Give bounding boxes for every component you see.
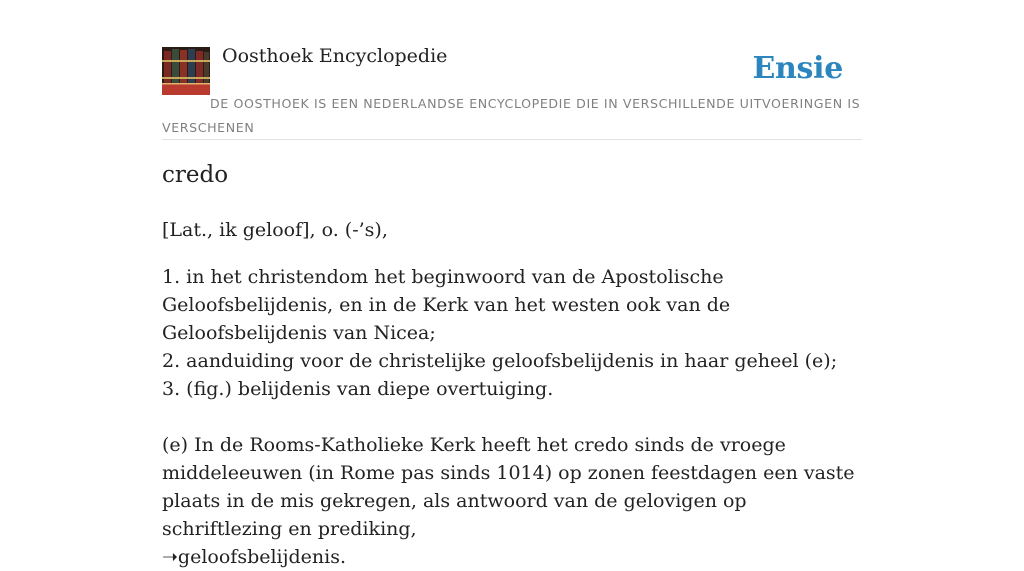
paragraph-gap	[162, 403, 862, 431]
ensie-logo-link[interactable]: Ensie	[752, 51, 843, 86]
site-title-link[interactable]: Oosthoek Encyclopedie	[222, 45, 448, 67]
arrow-right-icon: ➝	[162, 546, 178, 568]
entry-definition	[162, 263, 862, 571]
sense-2: 2. aanduiding voor de christelijke geloofsbelijdenis in haar geheel (e);	[162, 350, 838, 372]
entry-grammar: [Lat., ik geloof], o. (-’s),	[162, 219, 388, 241]
entry-note-text: (e) In de Rooms-Katholieke Kerk heeft het credo sinds de vroege middeleeuwen (in Rome pas sinds 1014) op zonen feestdagen een vaste plaats in de mis gekregen, als antwoord van de gelovigen op schriftlezing en prediking,	[162, 434, 855, 540]
sense-1: 1. in het christendom het beginwoord van de Apostolische Geloofsbelijdenis, en in de Kerk van het westen ook van de Geloofsbelijdenis van Nicea;	[162, 266, 731, 344]
entry-note	[162, 431, 862, 571]
site-tagline: DE OOSTHOEK IS EEN NEDERLANDSE ENCYCLOPEDIE DIE IN VERSCHILLENDE UITVOERINGEN IS VERSCHENEN	[162, 96, 861, 135]
header	[162, 0, 862, 140]
cross-reference-link[interactable]: geloofsbelijdenis.	[177, 546, 347, 568]
books-avatar-icon[interactable]	[162, 47, 210, 95]
entry-headword: credo	[162, 162, 229, 188]
sense-3: 3. (fig.) belijdenis van diepe overtuiging.	[162, 378, 554, 400]
page-container	[162, 0, 862, 568]
